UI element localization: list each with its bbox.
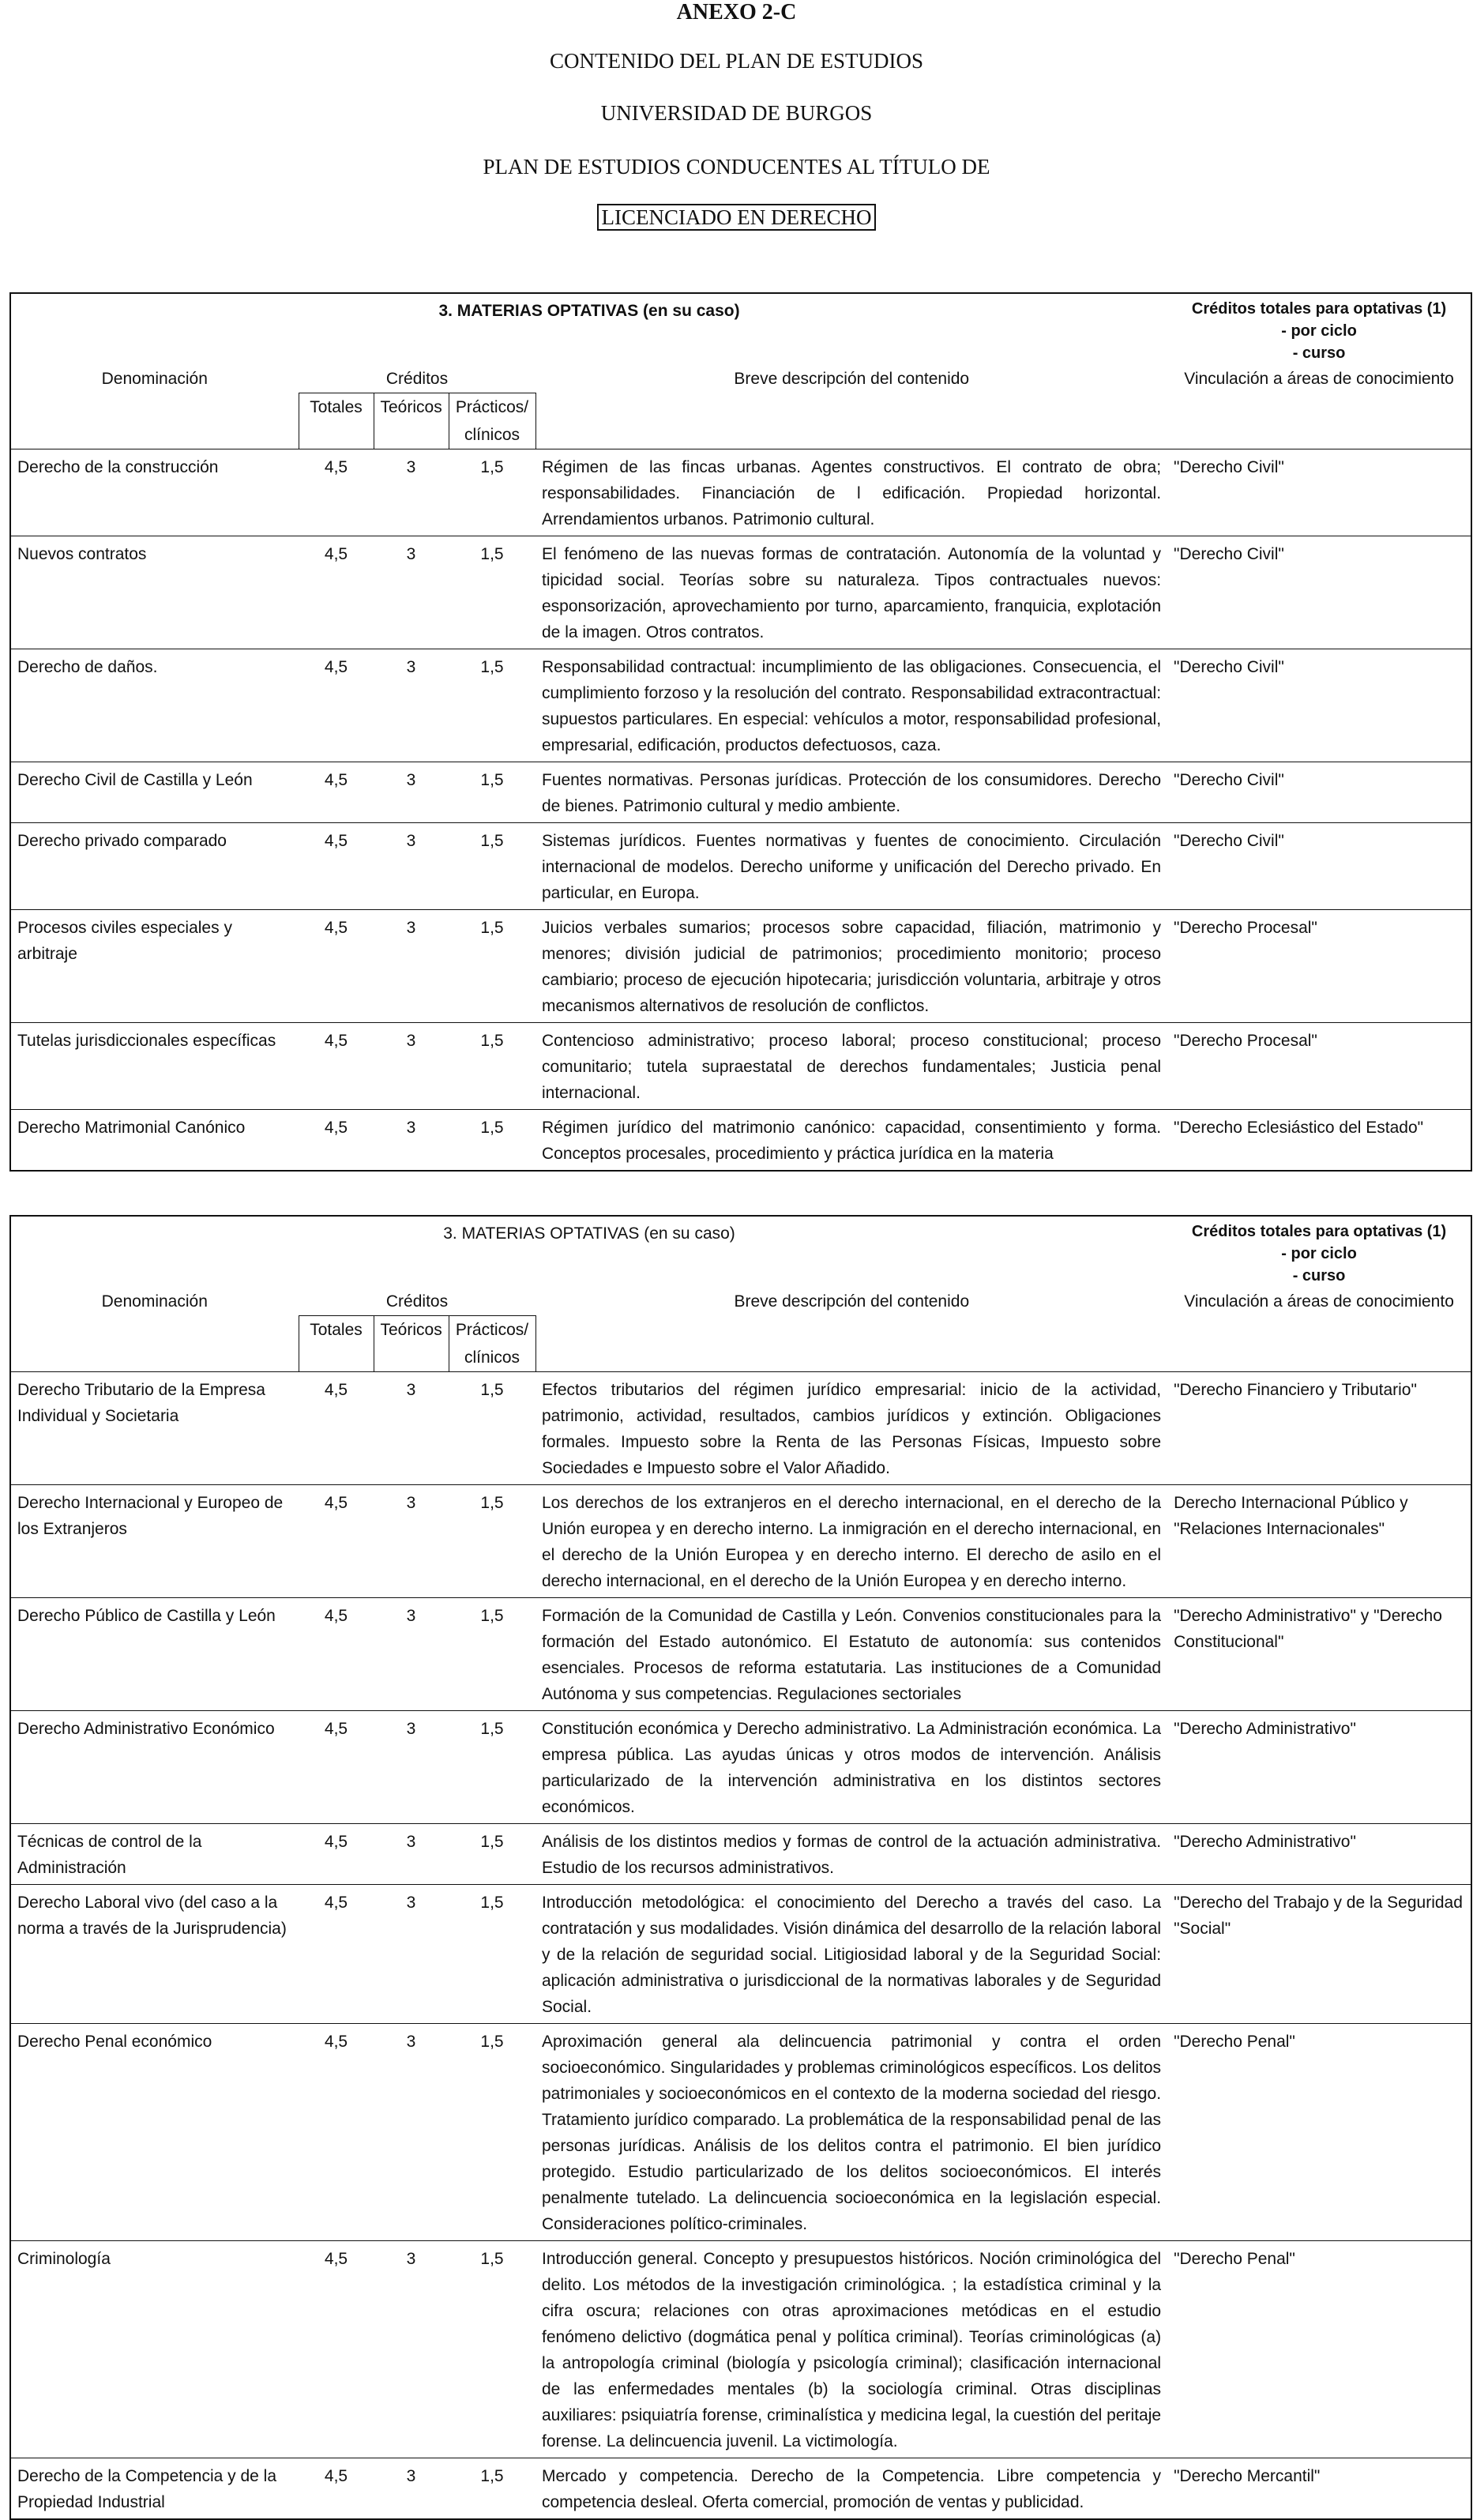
subject-name: Derecho Público de Castilla y León [10,1598,299,1711]
subject-name: Derecho Civil de Castilla y León [10,762,299,823]
table-row [10,649,1471,762]
subject-name: Técnicas de control de la Administración [10,1824,299,1885]
table-row [10,910,1471,1023]
credits-total: 4,5 [299,910,374,1023]
credits-practice: 1,5 [449,536,535,649]
subject-name: Derecho de la Competencia y de la Propiedad Industrial [10,2458,299,2520]
subject-description: Los derechos de los extranjeros en el derecho internacional, en el derecho de la Unión europea y en derecho interno. La inmigración en el derecho internacional, en el derecho de la Unión Europea y en derecho interno. El derecho de asilo en el derecho internacional, en el derecho de la Unión Europea y en derecho interno. [535,1485,1167,1598]
credits-practice: 1,5 [449,2241,535,2458]
subject-description: Juicios verbales sumarios; procesos sobre capacidad, filiación, matrimonio y menores; división judicial de patrimonios; procedimiento monitorio; proceso cambiario; proceso de ejecución hipotecaria; jurisdicción voluntaria, arbitraje y otros mecanismos alternativos de resolución de conflictos. [535,910,1167,1023]
credits-practice: 1,5 [449,449,535,536]
credits-total: 4,5 [299,1485,374,1598]
credits-practice: 1,5 [449,1711,535,1824]
subject-description: Análisis de los distintos medios y formas de control de la actuación administrativa. Estudio de los recursos administrativos. [535,1824,1167,1885]
credits-theory: 3 [374,1485,449,1598]
teoricos-header: Teóricos [374,393,449,449]
table-row [10,762,1471,823]
header-university: UNIVERSIDAD DE BURGOS [600,101,873,125]
knowledge-area: "Derecho Procesal" [1167,1023,1471,1110]
table-row [10,2458,1471,2520]
table-row [10,823,1471,910]
knowledge-area: "Derecho Civil" [1167,449,1471,536]
subject-description: Régimen de las fincas urbanas. Agentes constructivos. El contrato de obra; responsabilidades. Financiación de l edificación. Propiedad horizontal. Arrendamientos urbanos. Patrimonio cultural. [535,449,1167,536]
credits-total: 4,5 [299,2241,374,2458]
credits-theory: 3 [374,2241,449,2458]
knowledge-area: "Derecho Civil" [1167,762,1471,823]
credits-total: 4,5 [299,1885,374,2024]
teoricos-header: Teóricos [374,1316,449,1372]
vinculacion-header: Vinculación a áreas de conocimiento [1184,370,1454,388]
subject-description: Introducción metodológica: el conocimiento del Derecho a través del caso. La contratación y sus modalidades. Visión dinámica del desarrollo de la relación laboral y de la relación de seguridad social. Litigiosidad laboral y de la Seguridad Social: aplicación administrativa o jurisdiccional de la normativas laborales y de Seguridad Social. [535,1885,1167,2024]
credits-total: 4,5 [299,762,374,823]
subject-description: Fuentes normativas. Personas jurídicas. Protección de los consumidores. Derecho de bienes. Patrimonio cultural y medio ambiente. [535,762,1167,823]
totales-header: Totales [299,1316,374,1372]
knowledge-area: "Derecho Administrativo" [1167,1711,1471,1824]
subject-name: Derecho de la construcción [10,449,299,536]
table-row [10,1110,1471,1172]
subject-description: El fenómeno de las nuevas formas de contratación. Autonomía de la voluntad y tipicidad social. Teorías sobre su naturaleza. Tipos contractuales nuevos: esponsorización, aprovechamiento por turno, aparcamiento, franquicia, explotación de la imagen. Otros contratos. [535,536,1167,649]
credits-practice: 1,5 [449,823,535,910]
credits-practice: 1,5 [449,1598,535,1711]
credits-theory: 3 [374,1110,449,1172]
credits-theory: 3 [374,536,449,649]
credits-theory: 3 [374,1885,449,2024]
credits-total: 4,5 [299,1110,374,1172]
credits-total: 4,5 [299,1372,374,1485]
knowledge-area: "Derecho Mercantil" [1167,2458,1471,2520]
credits-practice: 1,5 [449,2458,535,2520]
practicos-header: Prácticos/ [449,1316,535,1345]
credits-total: 4,5 [299,823,374,910]
totales-header: Totales [299,393,374,449]
credits-practice: 1,5 [449,762,535,823]
table-row [10,1485,1471,1598]
table-row [10,536,1471,649]
clinicos-header: clínicos [449,1344,535,1372]
knowledge-area: "Derecho Penal" [1167,2241,1471,2458]
credits-theory: 3 [374,823,449,910]
subject-name: Derecho privado comparado [10,823,299,910]
subject-description: Constitución económica y Derecho administrativo. La Administración económica. La empresa pública. Las ayudas únicas y otros modos de intervención. Análisis particularizado de la intervención administrativa en los distintos sectores económicos. [535,1711,1167,1824]
por-ciclo-label: - por ciclo [1281,1245,1357,1262]
subject-name: Derecho Matrimonial Canónico [10,1110,299,1172]
credits-theory: 3 [374,1372,449,1485]
credits-practice: 1,5 [449,1372,535,1485]
knowledge-area: "Derecho Civil" [1167,649,1471,762]
credits-total-label: Créditos totales para optativas (1) [1191,300,1447,318]
credits-practice: 1,5 [449,910,535,1023]
credits-practice: 1,5 [449,1023,535,1110]
optional-subjects-table-1 [9,292,1472,1172]
denominacion-header: Denominación [101,370,208,388]
credits-theory: 3 [374,1711,449,1824]
subject-description: Mercado y competencia. Derecho de la Competencia. Libre competencia y competencia desleal. Oferta comercial, promoción de ventas y publicidad. [535,2458,1167,2520]
credits-theory: 3 [374,1023,449,1110]
subject-description: Efectos tributarios del régimen jurídico empresarial: inicio de la actividad, patrimonio, actividad, resultados, cambios jurídicos y extinción. Obligaciones formales. Impuesto sobre la Renta de las Personas Físicas, Impuesto sobre Sociedades e Impuesto sobre el Valor Añadido. [535,1372,1167,1485]
por-ciclo-label: - por ciclo [1281,322,1357,340]
subject-description: Aproximación general ala delincuencia patrimonial y contra el orden socioeconómico. Singularidades y problemas criminológicos específicos. Los delitos patrimoniales y socioeconómicos en el contexto de la moderna sociedad del riesgo. Tratamiento jurídico comparado. La problemática de la responsabilidad penal de las personas jurídicas. Análisis de los delitos contra el patrimonio. El bien jurídico protegido. Estudio particularizado de los delitos socioeconómicos. El interés penalmente tutelado. La delincuencia socioeconómica en la legislación especial. Consideraciones político-criminales. [535,2024,1167,2241]
clinicos-header: clínicos [449,421,535,449]
section-title: 3. MATERIAS OPTATIVAS (en su caso) [443,1224,735,1243]
credits-total: 4,5 [299,2458,374,2520]
curso-label: - curso [1292,344,1346,362]
credits-total: 4,5 [299,649,374,762]
credits-theory: 3 [374,910,449,1023]
subject-name: Tutelas jurisdiccionales específicas [10,1023,299,1110]
subject-name: Derecho Tributario de la Empresa Individual y Societaria [10,1372,299,1485]
subject-name: Derecho Penal económico [10,2024,299,2241]
knowledge-area: "Derecho Financiero y Tributario" [1167,1372,1471,1485]
credits-theory: 3 [374,449,449,536]
table-row [10,449,1471,536]
knowledge-area: "Derecho Administrativo" [1167,1824,1471,1885]
credits-total: 4,5 [299,449,374,536]
credits-total: 4,5 [299,1824,374,1885]
subject-name: Nuevos contratos [10,536,299,649]
curso-label: - curso [1292,1267,1346,1284]
subject-description: Régimen jurídico del matrimonio canónico: capacidad, consentimiento y forma. Conceptos procesales, procedimiento y práctica jurídica en la materia [535,1110,1167,1172]
credits-practice: 1,5 [449,649,535,762]
credits-theory: 3 [374,2458,449,2520]
creditos-header: Créditos [385,370,449,388]
practicos-header: Prácticos/ [449,393,535,422]
degree-title [0,205,1473,230]
credits-theory: 3 [374,1598,449,1711]
credits-practice: 1,5 [449,2024,535,2241]
table-row [10,1598,1471,1711]
table-row [10,1824,1471,1885]
credits-theory: 3 [374,762,449,823]
degree-title-box: LICENCIADO EN DERECHO [597,204,877,231]
descripcion-header: Breve descripción del contenido [734,1292,970,1311]
credits-total: 4,5 [299,536,374,649]
optional-subjects-table-2 [9,1215,1472,2520]
credits-theory: 3 [374,649,449,762]
subject-name: Derecho Laboral vivo (del caso a la norma a través de la Jurisprudencia) [10,1885,299,2024]
credits-total: 4,5 [299,1023,374,1110]
credits-total: 4,5 [299,2024,374,2241]
table-row [10,2241,1471,2458]
subject-description: Sistemas jurídicos. Fuentes normativas y fuentes de conocimiento. Circulación internacional de modelos. Derecho uniforme y unificación del Derecho privado. En particular, en Europa. [535,823,1167,910]
denominacion-header: Denominación [101,1292,208,1311]
descripcion-header: Breve descripción del contenido [734,370,970,388]
subject-name: Criminología [10,2241,299,2458]
knowledge-area: "Derecho Civil" [1167,536,1471,649]
credits-practice: 1,5 [449,1485,535,1598]
knowledge-area: "Derecho Procesal" [1167,910,1471,1023]
vinculacion-header: Vinculación a áreas de conocimiento [1184,1292,1454,1311]
credits-theory: 3 [374,2024,449,2241]
table-row [10,1885,1471,2024]
knowledge-area: "Derecho Penal" [1167,2024,1471,2241]
table-row [10,1372,1471,1485]
section-title: 3. MATERIAS OPTATIVAS (en su caso) [438,302,740,320]
header-line-3: PLAN DE ESTUDIOS CONDUCENTES AL TÍTULO DE [483,155,990,179]
subject-description: Contencioso administrativo; proceso laboral; proceso constitucional; proceso comunitario; tutela supraestatal de derechos fundamentales; Justicia penal internacional. [535,1023,1167,1110]
credits-total: 4,5 [299,1598,374,1711]
subject-description: Formación de la Comunidad de Castilla y León. Convenios constitucionales para la formación del Estado autonómico. El Estatuto de autonomía: sus contenidos esenciales. Procesos de reforma estatutaria. Las instituciones de a Comunidad Autónoma y sus competencias. Regulaciones sectoriales [535,1598,1167,1711]
table-row [10,2024,1471,2241]
header-line-1: CONTENIDO DEL PLAN DE ESTUDIOS [550,49,923,73]
credits-total-header [1167,293,1471,365]
credits-total-header [1167,1216,1471,1288]
knowledge-area: "Derecho Administrativo" y "Derecho Constitucional" [1167,1598,1471,1711]
knowledge-area: "Derecho del Trabajo y de la Seguridad "Social" [1167,1885,1471,2024]
credits-theory: 3 [374,1824,449,1885]
table-row [10,1023,1471,1110]
knowledge-area: Derecho Internacional Público y "Relaciones Internacionales" [1167,1485,1471,1598]
credits-practice: 1,5 [449,1110,535,1172]
credits-practice: 1,5 [449,1885,535,2024]
knowledge-area: "Derecho Eclesiástico del Estado" [1167,1110,1471,1172]
table-row [10,1711,1471,1824]
subject-name: Derecho Internacional y Europeo de los Extranjeros [10,1485,299,1598]
subject-name: Derecho Administrativo Económico [10,1711,299,1824]
credits-total-label: Créditos totales para optativas (1) [1191,1223,1447,1240]
creditos-header: Créditos [385,1292,449,1311]
subject-name: Derecho de daños. [10,649,299,762]
annex-label: ANEXO 2-C [676,0,797,24]
subject-description: Introducción general. Concepto y presupuestos históricos. Noción criminológica del delito. Los métodos de la investigación criminológica. ; la estadística criminal y la cifra oscura; relaciones con otras aproximaciones metódicas en el estudio fenómeno delictivo (dogmática penal y política criminal). Teorías criminológicas (a) la antropología criminal (biología y psicología criminal); clasificación internacional de las enfermedades mentales (b) la sociología criminal. Otras disciplinas auxiliares: psiquiatría forense, criminalística y medicina legal, la cuestión del peritaje forense. La delincuencia juvenil. La victimología. [535,2241,1167,2458]
subject-description: Responsabilidad contractual: incumplimiento de las obligaciones. Consecuencia, el cumplimiento forzoso y la resolución del contrato. Responsabilidad extracontractual: supuestos particulares. En especial: vehículos a motor, responsabilidad profesional, empresarial, edificación, productos defectuosos, caza. [535,649,1167,762]
knowledge-area: "Derecho Civil" [1167,823,1471,910]
credits-practice: 1,5 [449,1824,535,1885]
subject-name: Procesos civiles especiales y arbitraje [10,910,299,1023]
credits-total: 4,5 [299,1711,374,1824]
